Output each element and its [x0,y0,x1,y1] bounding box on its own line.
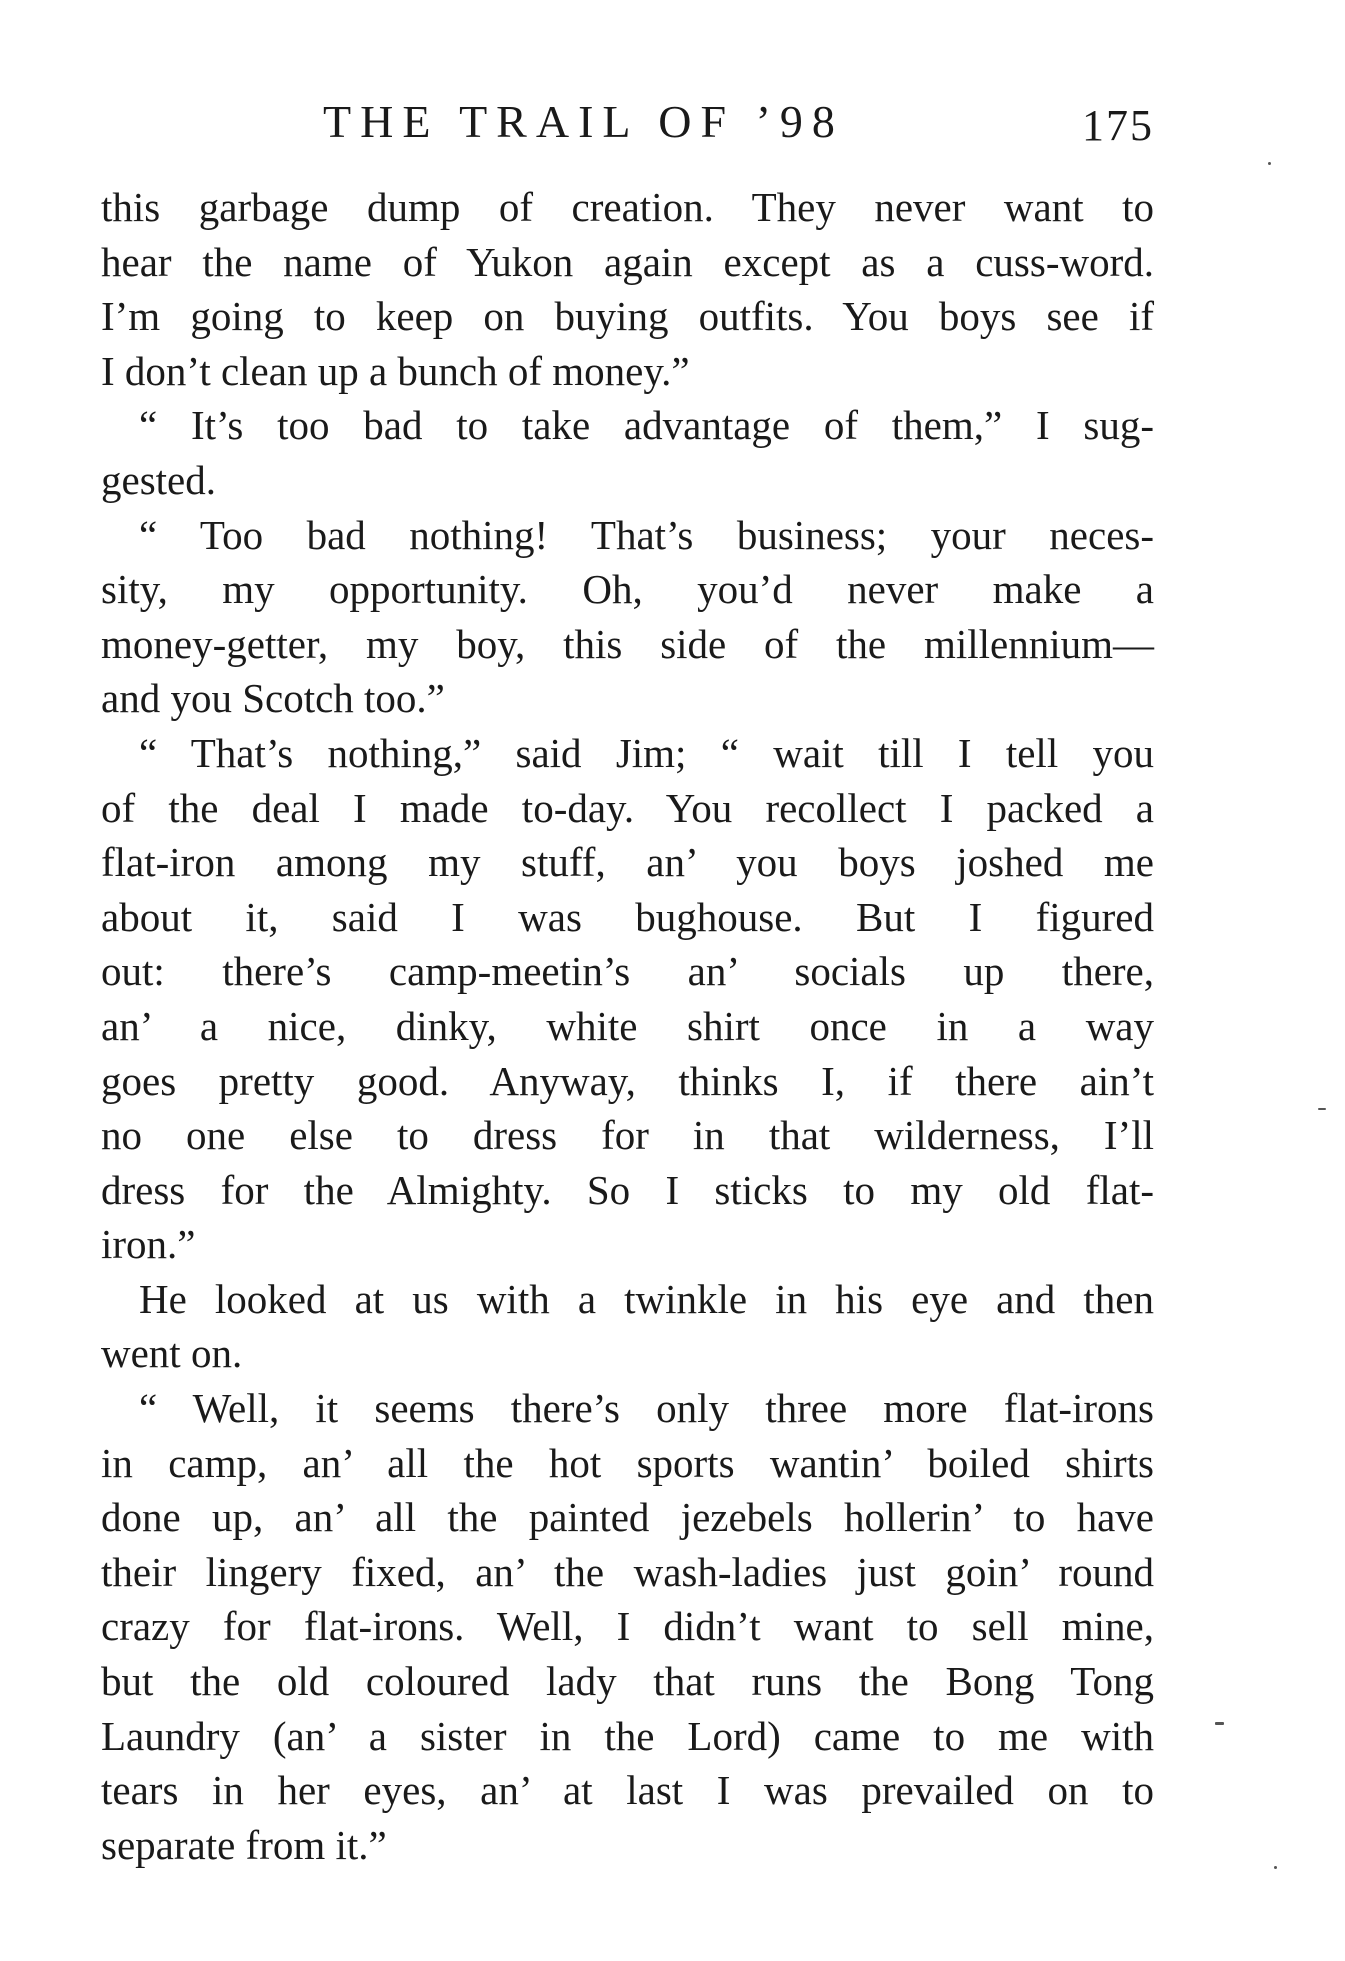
text-line: an’ a nice, dinky, white shirt once in a way [101,1002,1154,1049]
text-line: money-getter, my boy, this side of the millennium— [101,620,1154,667]
text-line: flat-iron among my stuff, an’ you boys joshed me [101,839,1154,886]
text-line: and you Scotch too.” [101,675,445,722]
text-line: but the old coloured lady that runs the Bong Tong [101,1658,1154,1705]
text-line: I’m going to keep on buying outfits. You boys see if [101,293,1154,340]
running-title: THE TRAIL OF ’98 [323,96,844,147]
page-header [101,92,1154,152]
text-line: goes pretty good. Anyway, thinks I, if there ain’t [101,1057,1154,1104]
text-line: dress for the Almighty. So I sticks to my old flat- [101,1166,1154,1213]
text-line: “ Too bad nothing! That’s business; your neces- [139,511,1154,558]
text-line: Laundry (an’ a sister in the Lord) came to me with [101,1712,1154,1759]
print-speck [1268,162,1271,165]
text-line: in camp, an’ all the hot sports wantin’ boiled shirts [101,1439,1154,1486]
body-text [101,180,1154,1872]
text-line: I don’t clean up a bunch of money.” [101,347,690,394]
print-speck [1274,1866,1277,1869]
print-speck [1318,1108,1326,1110]
page-number: 175 [1082,101,1154,150]
text-line: iron.” [101,1221,196,1268]
text-line: went on. [101,1330,243,1377]
text-line: their lingery fixed, an’ the wash-ladies just goin’ round [101,1548,1154,1595]
text-line: “ Well, it seems there’s only three more flat-irons [139,1385,1154,1432]
text-line: about it, said I was bughouse. But I figured [101,893,1154,940]
text-line: “ That’s nothing,” said Jim; “ wait till I tell you [139,729,1154,776]
print-speck [1215,1722,1224,1725]
text-line: done up, an’ all the painted jezebels hollerin’ to have [101,1494,1154,1541]
text-line: He looked at us with a twinkle in his eye and then [139,1275,1154,1322]
text-line: no one else to dress for in that wilderness, I’ll [101,1112,1154,1159]
text-line: tears in her eyes, an’ at last I was prevailed on to [101,1767,1154,1814]
text-line: out: there’s camp-meetin’s an’ socials up there, [101,948,1154,995]
text-line: separate from it.” [101,1821,387,1868]
text-line: crazy for flat-irons. Well, I didn’t want to sell mine, [101,1603,1154,1650]
text-line: sity, my opportunity. Oh, you’d never make a [101,566,1154,613]
text-line: this garbage dump of creation. They never want to [101,184,1154,230]
text-line: of the deal I made to-day. You recollect I packed a [101,784,1154,831]
text-line: gested. [101,456,216,503]
text-line: “ It’s too bad to take advantage of them,” I sug- [139,402,1154,449]
text-line: hear the name of Yukon again except as a cuss-word. [101,238,1154,285]
